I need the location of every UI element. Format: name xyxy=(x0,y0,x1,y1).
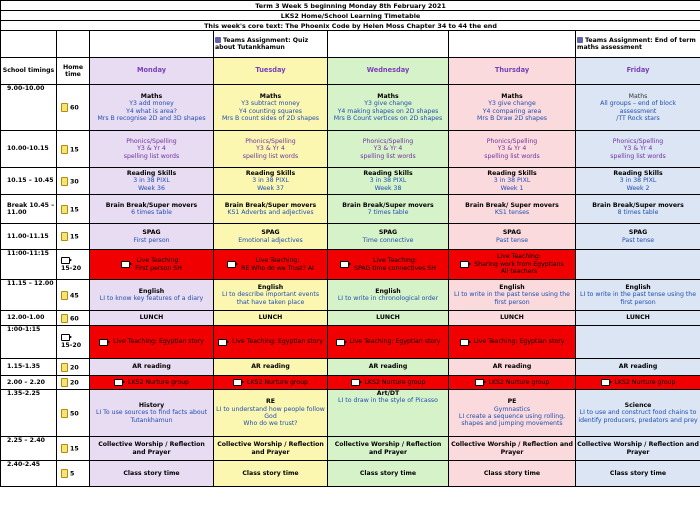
hourglass-icon xyxy=(61,103,68,112)
time-cell: 10.00-10.15 xyxy=(1,131,57,168)
time-cell: 11:00-11:15 xyxy=(1,250,57,280)
time-cell: 2.25 – 2.40 xyxy=(1,437,57,461)
teams-icon xyxy=(215,37,221,43)
home-time-cell: 15-20 xyxy=(57,250,90,280)
lesson-cell: Art/DT LI to draw in the style of Picasso xyxy=(328,390,449,437)
story-cell: Class story time xyxy=(214,461,328,487)
lesson-cell: SPAG Emotional adjectives xyxy=(214,224,328,250)
hourglass-icon xyxy=(61,409,68,418)
worship-cell: Collective Worship / Reflection and Prayer xyxy=(328,437,449,461)
lesson-cell: English LI to describe important events that have taken place xyxy=(214,280,328,311)
lesson-cell: Reading Skills 3 in 38 PIXL Week 37 xyxy=(214,168,328,195)
lesson-cell: Reading Skills 3 in 38 PIXL Week 2 xyxy=(576,168,700,195)
lesson-cell: History LI To use sources to find facts about Tutankhamun xyxy=(90,390,214,437)
home-time-cell: 45 xyxy=(57,280,90,311)
video-camera-icon xyxy=(227,261,236,268)
col-home-time: Home time xyxy=(57,58,90,85)
col-tuesday: Tuesday xyxy=(214,58,328,85)
video-camera-icon xyxy=(114,379,123,386)
empty-cell xyxy=(576,326,700,359)
live-teaching-cell[interactable]: Live Teaching: Sharing work from Egyptians All teachers xyxy=(449,250,576,280)
story-cell: Class story time xyxy=(576,461,700,487)
title-line-3: This week's core text: The Phoenix Code by Helen Moss Chapter 34 to 44 the end xyxy=(1,21,700,31)
live-teaching-cell[interactable]: Live Teaching: First person SH xyxy=(90,250,214,280)
lesson-cell: Brain Break/Super movers 6 times table xyxy=(90,195,214,224)
worship-cell: Collective Worship / Reflection and Prayer xyxy=(449,437,576,461)
live-teaching-cell[interactable]: Live Teaching: Egyptian story xyxy=(214,326,328,359)
home-time-cell: 30 xyxy=(57,168,90,195)
worship-cell: Collective Worship / Reflection and Prayer xyxy=(576,437,700,461)
lesson-cell: Brain Break/Super movers 7 times table xyxy=(328,195,449,224)
lesson-cell: Phonics/Spelling Y3 & Yr 4 spelling list words xyxy=(90,131,214,168)
time-cell: 1.15-1.35 xyxy=(1,359,57,376)
lesson-cell: Maths Y3 give change Y4 comparing area Mrs B Draw 2D shapes xyxy=(449,85,576,131)
live-teaching-cell[interactable]: Live Teaching: Egyptian story xyxy=(90,326,214,359)
story-cell: Class story time xyxy=(90,461,214,487)
video-camera-icon xyxy=(61,334,70,341)
worship-cell: Collective Worship / Reflection and Prayer xyxy=(90,437,214,461)
video-camera-icon xyxy=(61,257,70,264)
video-camera-icon xyxy=(121,261,130,268)
home-time-cell: 15 xyxy=(57,131,90,168)
lesson-cell: Maths Y3 give change Y4 making shapes on 2D shapes Mrs B Count vertices on 2D shapes xyxy=(328,85,449,131)
col-monday: Monday xyxy=(90,58,214,85)
col-friday: Friday xyxy=(576,58,700,85)
reading-cell: AR reading xyxy=(576,359,700,376)
nurture-group-cell[interactable]: LKS2 Nurture group xyxy=(576,376,700,390)
lunch-cell: LUNCH xyxy=(576,311,700,326)
video-camera-icon xyxy=(475,379,484,386)
video-camera-icon xyxy=(99,339,108,346)
time-cell: 2.40-2.45 xyxy=(1,461,57,487)
time-cell: 9.00-10.00 xyxy=(1,85,57,131)
video-camera-icon xyxy=(218,339,227,346)
lesson-cell: English LI to write in the past tense using the first person xyxy=(576,280,700,311)
home-time-cell: 15 xyxy=(57,195,90,224)
video-camera-icon xyxy=(601,379,610,386)
hourglass-icon xyxy=(61,205,68,214)
hourglass-icon xyxy=(61,177,68,186)
reading-cell: AR reading xyxy=(449,359,576,376)
lunch-cell: LUNCH xyxy=(214,311,328,326)
lesson-cell: SPAG Past tense xyxy=(576,224,700,250)
lesson-cell: Phonics/Spelling Y3 & Yr 4 spelling list words xyxy=(328,131,449,168)
video-camera-icon xyxy=(336,339,345,346)
tuesday-assignment[interactable]: Teams Assignment: Quiz about Tutankhamun xyxy=(214,31,328,58)
hourglass-icon xyxy=(61,232,68,241)
hourglass-icon xyxy=(61,444,68,453)
col-wednesday: Wednesday xyxy=(328,58,449,85)
lesson-cell: SPAG Time connective xyxy=(328,224,449,250)
col-thursday: Thursday xyxy=(449,58,576,85)
home-time-cell: 20 xyxy=(57,359,90,376)
home-time-cell: 15 xyxy=(57,224,90,250)
lesson-cell: Maths All groups – end of block assessment /TT Rock stars xyxy=(576,85,700,131)
reading-cell: AR reading xyxy=(328,359,449,376)
hourglass-icon xyxy=(61,378,68,387)
lesson-cell: Reading Skills 3 in 38 PIXL Week 36 xyxy=(90,168,214,195)
lunch-cell: LUNCH xyxy=(90,311,214,326)
live-teaching-cell[interactable]: Live Teaching: Egyptian story xyxy=(328,326,449,359)
teams-icon xyxy=(577,37,583,43)
title-line-2: LKS2 Home/School Learning Timetable xyxy=(1,11,700,21)
nurture-group-cell[interactable]: LKS2 Nurture group xyxy=(90,376,214,390)
reading-cell: AR reading xyxy=(214,359,328,376)
time-cell: 11.15 – 12.00 xyxy=(1,280,57,311)
lesson-cell: English LI to know key features of a diary xyxy=(90,280,214,311)
lesson-cell: Brain Break/ Super movers KS1 tenses xyxy=(449,195,576,224)
lesson-cell: SPAG First person xyxy=(90,224,214,250)
story-cell: Class story time xyxy=(328,461,449,487)
live-teaching-cell[interactable]: Live Teaching: SPAG time connectives SH xyxy=(328,250,449,280)
story-cell: Class story time xyxy=(449,461,576,487)
lesson-cell: Maths Y3 add money Y4 what is area? Mrs B recognise 2D and 3D shapes xyxy=(90,85,214,131)
time-cell: 1:00-1:15 xyxy=(1,326,57,359)
video-camera-icon xyxy=(460,261,469,268)
video-camera-icon xyxy=(340,261,349,268)
video-camera-icon xyxy=(351,379,360,386)
lesson-cell: Reading Skills 3 in 38 PIXL Week 38 xyxy=(328,168,449,195)
lesson-cell: Maths Y3 subtract money Y4 counting squares Mrs B count sides of 2D shapes xyxy=(214,85,328,131)
lunch-cell: LUNCH xyxy=(449,311,576,326)
lesson-cell: SPAG Past tense xyxy=(449,224,576,250)
time-cell: 12.00-1.00 xyxy=(1,311,57,326)
time-cell: 1.35-2.25 xyxy=(1,390,57,437)
home-time-cell: 60 xyxy=(57,85,90,131)
lesson-cell: Brain Break/Super movers KS1 Adverbs and adjectives xyxy=(214,195,328,224)
hourglass-icon xyxy=(61,363,68,372)
home-time-cell: 20 xyxy=(57,376,90,390)
nurture-group-cell[interactable]: LKS2 Nurture group xyxy=(449,376,576,390)
hourglass-icon xyxy=(61,145,68,154)
lesson-cell: English LI to write in the past tense using the first person xyxy=(449,280,576,311)
lesson-cell: Phonics/Spelling Y3 & Yr 4 spelling list words xyxy=(449,131,576,168)
lesson-cell: PE Gymnastics LI create a sequence using rolling, shapes and jumping movements xyxy=(449,390,576,437)
worship-cell: Collective Worship / Reflection and Prayer xyxy=(214,437,328,461)
lesson-cell: Reading Skills 3 in 38 PIXL Week 1 xyxy=(449,168,576,195)
live-teaching-cell[interactable]: Live Teaching: RE Who do we Trust? AI xyxy=(214,250,328,280)
video-camera-icon xyxy=(460,339,469,346)
time-cell: 11.00-11.15 xyxy=(1,224,57,250)
hourglass-icon xyxy=(61,291,68,300)
reading-cell: AR reading xyxy=(90,359,214,376)
friday-assignment[interactable]: Teams Assignment: End of term maths assessment xyxy=(576,31,700,58)
time-cell: 10.15 – 10.45 xyxy=(1,168,57,195)
time-cell: Break 10.45 – 11.00 xyxy=(1,195,57,224)
nurture-group-cell[interactable]: LKS2 Nurture group xyxy=(328,376,449,390)
lesson-cell: Brain Break/Super movers 8 times table xyxy=(576,195,700,224)
lunch-cell: LUNCH xyxy=(328,311,449,326)
lesson-cell: RE LI to understand how people follow God Who do we trust? xyxy=(214,390,328,437)
home-time-cell: 15-20 xyxy=(57,326,90,359)
time-cell: 2.00 – 2.20 xyxy=(1,376,57,390)
home-time-cell: 50 xyxy=(57,390,90,437)
title-line-1: Term 3 Week 5 beginning Monday 8th February 2021 xyxy=(1,1,700,11)
col-school-timings: School timings xyxy=(1,58,57,85)
video-camera-icon xyxy=(233,379,242,386)
home-time-cell: 60 xyxy=(57,311,90,326)
live-teaching-cell[interactable]: Live Teaching: Egyptian story xyxy=(449,326,576,359)
home-time-cell: 15 xyxy=(57,437,90,461)
lesson-cell: Science LI to use and construct food chains to identify producers, predators and prey xyxy=(576,390,700,437)
empty-cell xyxy=(576,250,700,280)
lesson-cell: Phonics/Spelling Y3 & Yr 4 spelling list words xyxy=(214,131,328,168)
lesson-cell: Phonics/Spelling Y3 & Yr 4 spelling list words xyxy=(576,131,700,168)
hourglass-icon xyxy=(61,314,68,323)
lesson-cell: English LI to write in chronological order xyxy=(328,280,449,311)
nurture-group-cell[interactable]: LKS2 Nurture group xyxy=(214,376,328,390)
hourglass-icon xyxy=(61,469,68,478)
home-time-cell: 5 xyxy=(57,461,90,487)
